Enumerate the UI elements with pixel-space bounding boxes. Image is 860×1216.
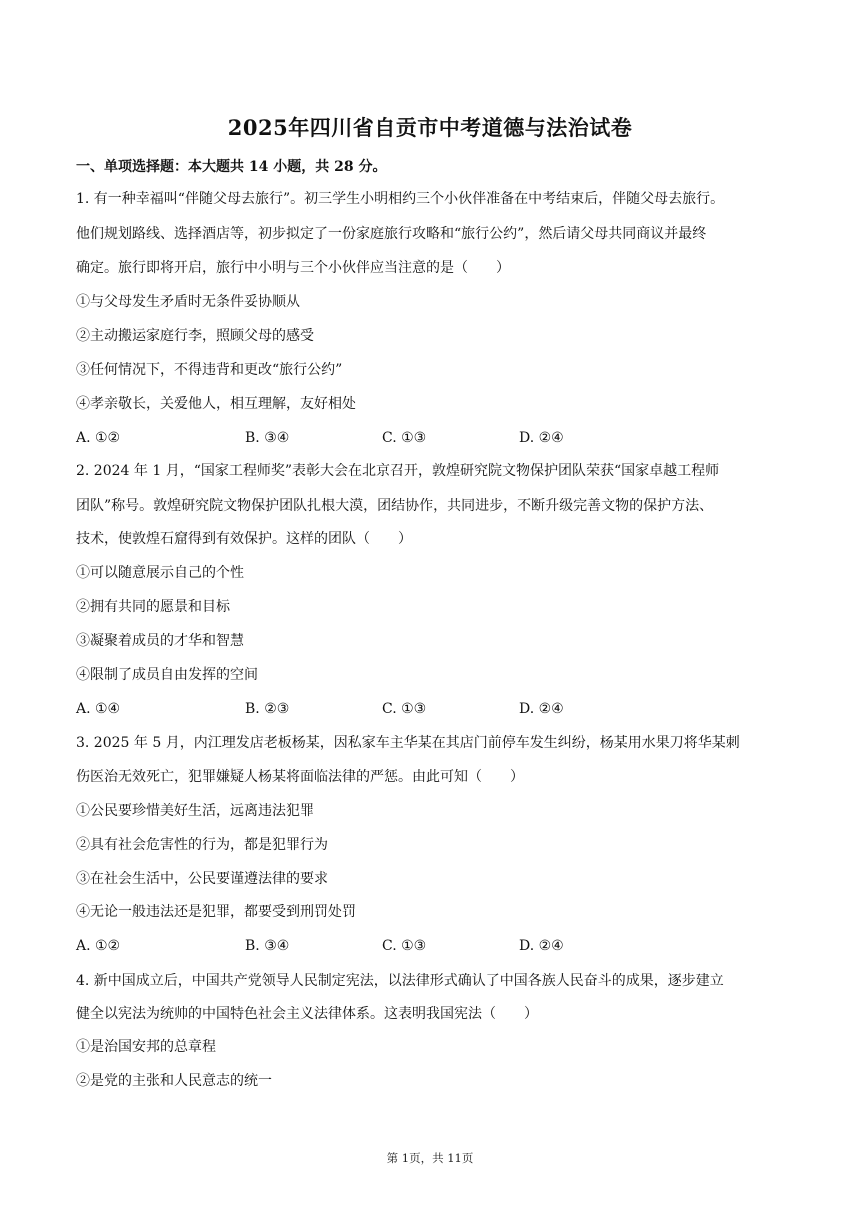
page-footer: 第 1页，共 11页: [386, 1151, 474, 1165]
q3-item-1: ①公民要珍惜美好生活，远离违法犯罪: [76, 803, 314, 819]
q2-stem-line-1: 2. 2024 年 1 月，“国家工程师奖”表彰大会在北京召开，敦煌研究院文物保护团队荣获“国家卓越工程师: [76, 463, 720, 479]
q3-option-d[interactable]: D. ②④: [519, 938, 564, 954]
section-heading: 一、单项选择题：本大题共 14 小题，共 28 分。: [76, 159, 387, 175]
q1-item-2: ②主动搬运家庭行李，照顾父母的感受: [76, 328, 314, 344]
q3-stem-line-2: 伤医治无效死亡，犯罪嫌疑人杨某将面临法律的严惩。由此可知（ ）: [76, 769, 524, 785]
q4-item-1: ①是治国安邦的总章程: [76, 1039, 216, 1055]
q2-stem-line-2: 团队”称号。敦煌研究院文物保护团队扎根大漠，团结协作，共同进步，不断升级完善文物的保护方法、: [76, 498, 714, 514]
q4-stem-line-1: 4. 新中国成立后，中国共产党领导人民制定宪法，以法律形式确认了中国各族人民奋斗的成果，逐步建立: [76, 973, 724, 989]
q3-option-c[interactable]: C. ①③: [382, 938, 427, 954]
q2-option-d[interactable]: D. ②④: [519, 701, 564, 717]
q1-item-3: ③任何情况下，不得违背和更改“旅行公约”: [76, 362, 343, 378]
q2-item-4: ④限制了成员自由发挥的空间: [76, 667, 258, 683]
q2-item-2: ②拥有共同的愿景和目标: [76, 599, 230, 615]
q2-item-1: ①可以随意展示自己的个性: [76, 565, 244, 581]
q1-stem-line-1: 1. 有一种幸福叫“伴随父母去旅行”。初三学生小明相约三个小伙伴准备在中考结束后，伴随父母去旅行。: [76, 191, 725, 207]
q1-stem-line-2: 他们规划路线、选择酒店等，初步拟定了一份家庭旅行攻略和“旅行公约”，然后请父母共同商议并最终: [76, 226, 707, 242]
q2-option-b[interactable]: B. ②③: [245, 701, 290, 717]
q3-option-a[interactable]: A. ①②: [76, 938, 121, 954]
q1-option-c[interactable]: C. ①③: [382, 430, 427, 446]
q2-item-3: ③凝聚着成员的才华和智慧: [76, 633, 244, 649]
q2-option-a[interactable]: A. ①④: [76, 701, 121, 717]
q1-stem-line-3: 确定。旅行即将开启，旅行中小明与三个小伙伴应当注意的是（ ）: [76, 260, 510, 276]
q3-option-b[interactable]: B. ③④: [245, 938, 290, 954]
q1-option-a[interactable]: A. ①②: [76, 430, 121, 446]
q3-stem-line-1: 3. 2025 年 5 月，内江理发店老板杨某，因私家车主华某在其店门前停车发生纠纷，杨某用水果刀将华某刺: [76, 735, 740, 751]
q1-option-b[interactable]: B. ③④: [245, 430, 290, 446]
page-title: 2025年四川省自贡市中考道德与法治试卷: [227, 115, 633, 140]
q1-item-1: ①与父母发生矛盾时无条件妥协顺从: [76, 294, 300, 310]
q3-item-3: ③在社会生活中，公民要谨遵法律的要求: [76, 871, 328, 887]
q4-stem-line-2: 健全以宪法为统帅的中国特色社会主义法律体系。这表明我国宪法（ ）: [76, 1006, 538, 1022]
q4-item-2: ②是党的主张和人民意志的统一: [76, 1073, 272, 1089]
q1-item-4: ④孝亲敬长，关爱他人，相互理解，友好相处: [76, 396, 356, 412]
q3-item-2: ②具有社会危害性的行为，都是犯罪行为: [76, 837, 328, 853]
q3-item-4: ④无论一般违法还是犯罪，都要受到刑罚处罚: [76, 904, 356, 920]
q2-stem-line-3: 技术，使敦煌石窟得到有效保护。这样的团队（ ）: [76, 531, 412, 547]
q1-option-d[interactable]: D. ②④: [519, 430, 564, 446]
q2-option-c[interactable]: C. ①③: [382, 701, 427, 717]
